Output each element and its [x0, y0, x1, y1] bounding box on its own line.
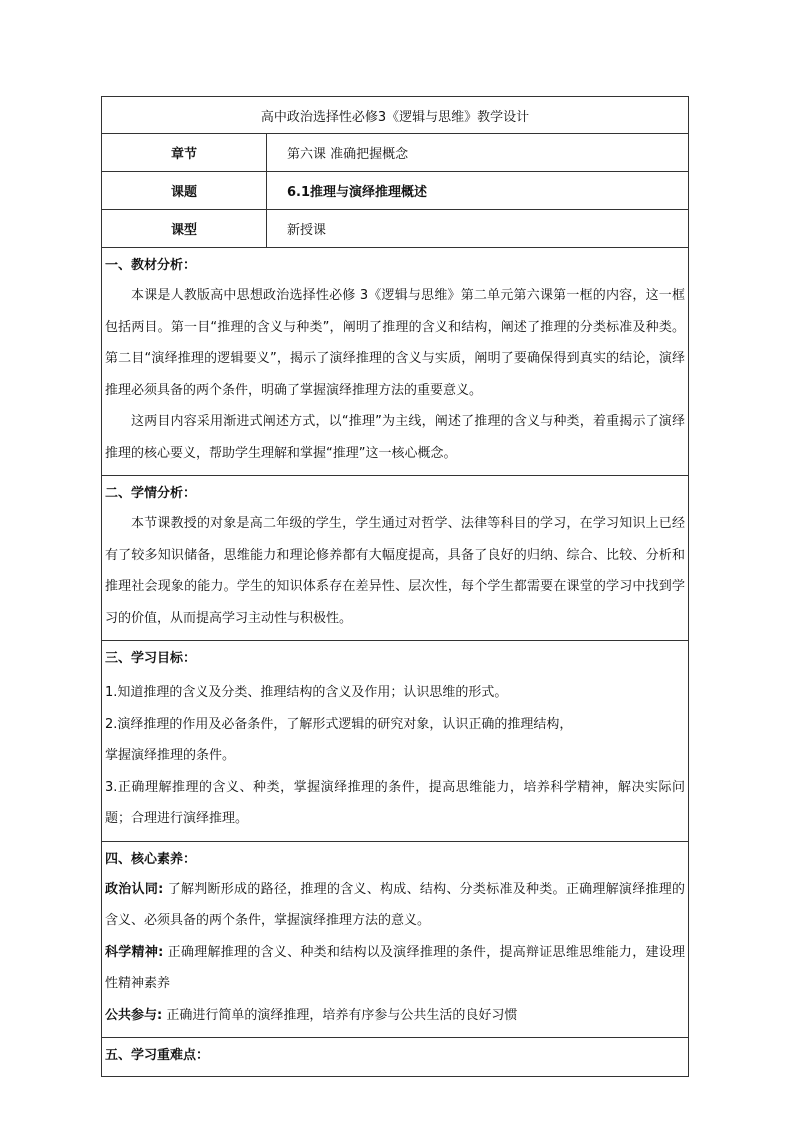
literacy-text: 了解判断形成的路径，推理的含义、构成、结构、分类标准及种类。正确理解演绎推理的含义、必须具备的两个条件，掌握演绎推理方法的意义。 — [105, 881, 686, 928]
goal-item: 3.正确理解推理的含义、种类，掌握演绎推理的条件，提高思维能力，培养科学精神，解决实际问题；合理进行演绎推理。 — [105, 779, 685, 826]
chapter-value: 第六课 准确把握概念 — [267, 134, 689, 172]
literacy-text: 正确进行简单的演绎推理，培养有序参与公共生活的良好习惯 — [162, 1007, 518, 1023]
paragraph: 本节课教授的对象是高二年级的学生，学生通过对哲学、法律等科目的学习，在学习知识上已经有了较多知识储备，思维能力和理论修养都有大幅度提高，具备了良好的归纳、综合、比较、分析和推理社会现象的能力。学生的知识体系存在差异性、层次性，每个学生都需要在课堂的学习中找到学习的价值，从而提高学习主动性与积极性。 — [105, 516, 685, 626]
topic-row — [102, 172, 689, 210]
literacy-item — [105, 937, 685, 1000]
key-points-section — [102, 1038, 689, 1077]
goal-item-continued: 掌握演绎推理的条件。 — [105, 748, 236, 763]
topic-label: 课题 — [102, 172, 267, 210]
section-heading: 五、学习重难点： — [105, 1048, 210, 1063]
literacy-item — [105, 874, 685, 937]
literacy-text: 正确理解推理的含义、种类和结构以及演绎推理的条件，提高辩证思维思维能力，建设理性精神素养 — [105, 944, 686, 991]
lesson-type-row — [102, 210, 689, 248]
lesson-type-label: 课型 — [102, 210, 267, 248]
literacy-label: 科学精神: — [105, 944, 164, 960]
textbook-analysis-section — [102, 248, 689, 476]
topic-value: 6.1推理与演绎推理概述 — [267, 172, 689, 210]
paragraph: 本课是人教版高中思想政治选择性必修 3《逻辑与思维》第二单元第六课第一框的内容，这一框包括两目。第一目“推理的含义与种类”，阐明了推理的含义和结构，阐述了推理的分类标准及种类。第二目“演绎推理的逻辑要义”，揭示了演绎推理的含义与实质，阐明了要确保得到真实的结论，演绎推理必须具备的两个条件，明确了掌握演绎推理方法的重要意义。 — [105, 288, 685, 398]
goal-item: 2.演绎推理的作用及必备条件，了解形式逻辑的研究对象，认识正确的推理结构， — [105, 716, 573, 732]
chapter-row — [102, 134, 689, 172]
goal-item: 1.知道推理的含义及分类、推理结构的含义及作用；认识思维的形式。 — [105, 685, 508, 700]
lesson-plan-table — [101, 96, 689, 1077]
section-heading: 四、核心素养： — [105, 851, 197, 867]
student-analysis-section — [102, 476, 689, 641]
chapter-label: 章节 — [102, 134, 267, 172]
section-heading: 二、学情分析： — [105, 486, 197, 501]
section-heading: 三、学习目标： — [105, 651, 197, 666]
document-title: 高中政治选择性必修3《逻辑与思维》教学设计 — [102, 97, 689, 134]
core-literacy-section — [102, 841, 689, 1038]
literacy-label: 公共参与: — [105, 1007, 163, 1023]
lesson-type-value: 新授课 — [267, 210, 689, 248]
paragraph: 这两目内容采用渐进式阐述方式，以“推理”为主线，阐述了推理的含义与种类，着重揭示了演绎推理的核心要义，帮助学生理解和掌握“推理”这一核心概念。 — [105, 414, 685, 461]
literacy-label: 政治认同: — [105, 881, 164, 897]
section-heading: 一、教材分析： — [105, 258, 197, 273]
learning-goals-section — [102, 641, 689, 842]
literacy-item — [105, 1000, 685, 1032]
